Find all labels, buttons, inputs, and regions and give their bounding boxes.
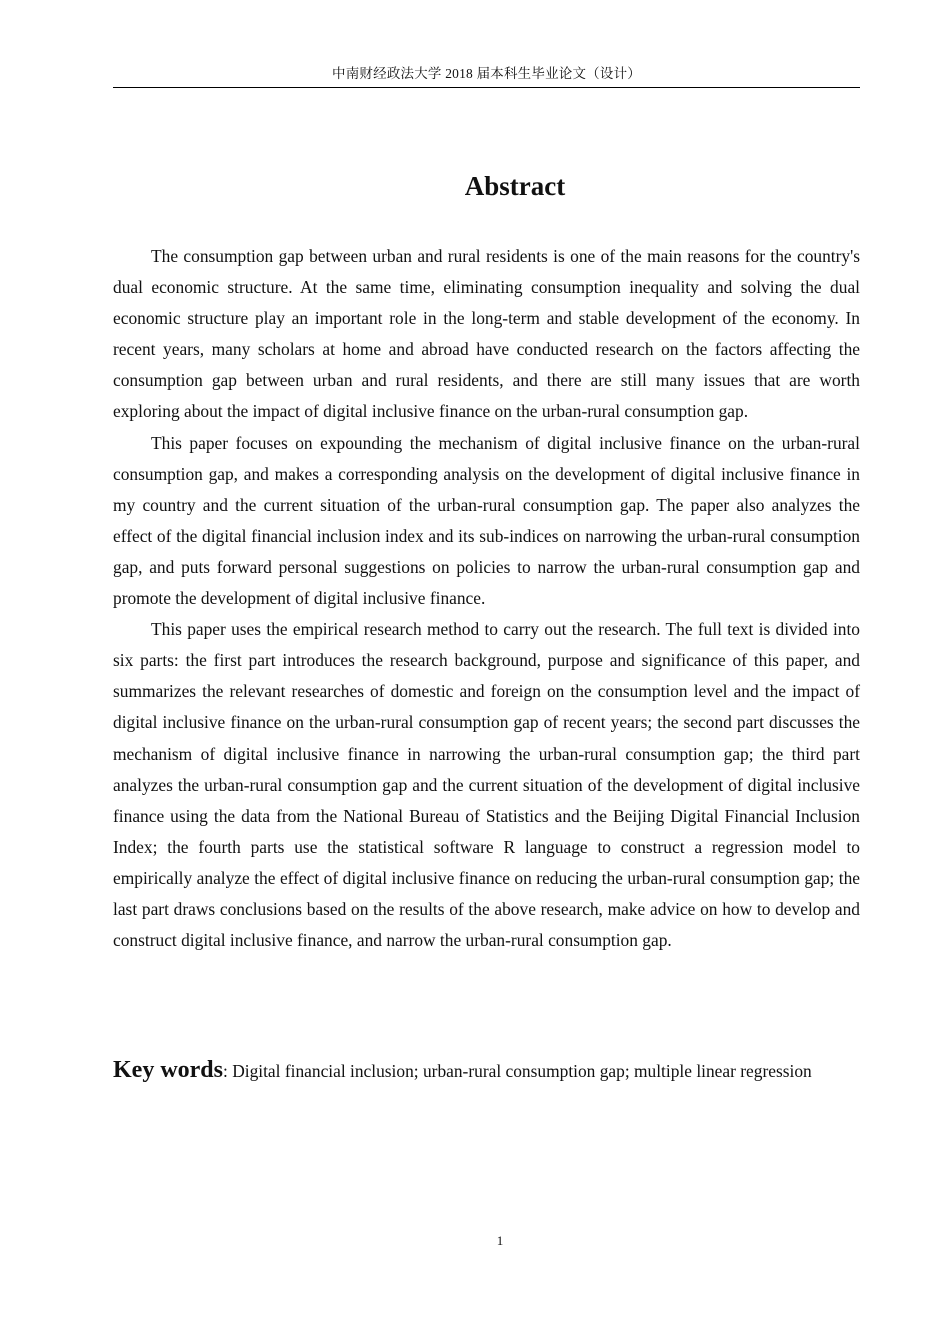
abstract-title: Abstract (464, 171, 566, 201)
header-rule (113, 87, 860, 88)
abstract-body (113, 241, 860, 956)
abstract-paragraph-1: The consumption gap between urban and rural residents is one of the main reasons for the country's dual economic structure. At the same time, eliminating consumption inequality and solving the dual economic structure play an important role in the long-term and stable development of the economy. In recent years, many scholars at home and abroad have conducted research on the factors affecting the consumption gap between urban and rural residents, and there are still many issues that are worth exploring about the impact of digital inclusive finance on the urban-rural consumption gap. (113, 246, 860, 422)
keywords (113, 1053, 873, 1088)
abstract-paragraph-2: This paper focuses on expounding the mechanism of digital inclusive finance on the urban-rural consumption gap, and makes a corresponding analysis on the development of digital inclusive finance in my country and the current situation of the urban-rural consumption gap. The paper also analyzes the effect of the digital financial inclusion index and its sub-indices on narrowing the urban-rural consumption gap, and puts forward personal suggestions on policies to narrow the urban-rural consumption gap and promote the development of digital inclusive finance. (113, 432, 860, 609)
keywords-text: Digital financial inclusion; urban-rural consumption gap; multiple linear regression (232, 1061, 812, 1081)
page-number: 1 (496, 1233, 504, 1248)
page-header: 中南财经政法大学 2018 届本科生毕业论文（设计） (332, 66, 641, 81)
keywords-separator: : (223, 1061, 233, 1081)
keywords-label: Key words (113, 1057, 223, 1083)
abstract-paragraph-3: This paper uses the empirical research method to carry out the research. The full text is divided into six parts: the first part introduces the research background, purpose and significance of this paper, and summarizes the relevant researches of domestic and foreign on the consumption level and the impact of digital inclusive finance on the urban-rural consumption gap of recent years; the second part discusses the mechanism of digital inclusive finance in narrowing the urban-rural consumption gap; the third part analyzes the urban-rural consumption gap and the current situation of the development of digital inclusive finance using the data from the National Bureau of Statistics and the Beijing Digital Financial Inclusion Index; the fourth parts use the statistical software R language to construct a regression model to empirically analyze the effect of digital inclusive finance on reducing the urban-rural consumption gap; the last part draws conclusions based on the results of the above research, make advice on how to develop and construct digital inclusive finance, and narrow the urban-rural consumption gap. (113, 619, 860, 951)
